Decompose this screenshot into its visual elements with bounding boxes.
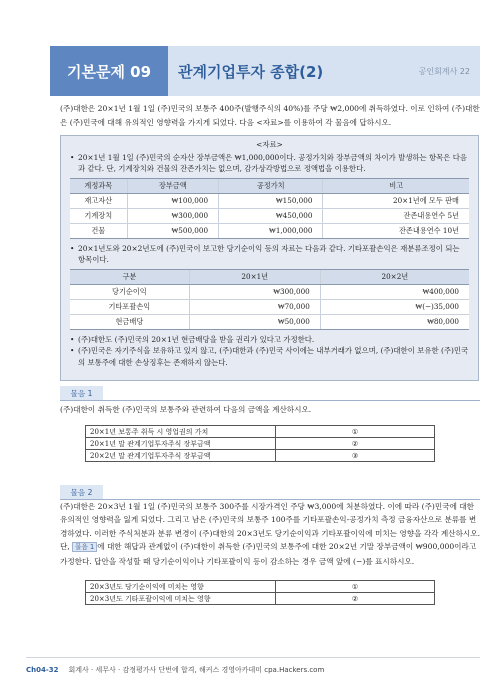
table-header: 구분 xyxy=(70,269,189,284)
question-1-text: (주)대한이 취득한 (주)민국의 보통주와 관련하여 다음의 금액을 계산하시오. xyxy=(60,405,312,414)
fair-value-table xyxy=(70,178,469,239)
table-header: 비고 xyxy=(323,178,469,193)
table-row xyxy=(86,593,435,605)
question-1-answer-table xyxy=(85,425,435,462)
table-cell: 20×2년 말 관계기업투자주식 장부금액 xyxy=(86,450,276,462)
answer-cell[interactable]: ③ xyxy=(276,450,435,462)
table-header: 공정가치 xyxy=(219,178,323,193)
table-header: 계정과목 xyxy=(70,178,127,193)
question-2-label: 물음 2 xyxy=(60,485,103,499)
question-1-label: 물음 1 xyxy=(60,386,103,400)
table-cell: 20×1년 보통주 취득 시 영업권의 가치 xyxy=(86,426,276,438)
table-cell: ₩50,000 xyxy=(189,314,320,329)
table-cell: ₩300,000 xyxy=(127,208,218,223)
table-row xyxy=(70,208,469,223)
table-cell: ₩300,000 xyxy=(189,284,320,299)
footer-divider xyxy=(26,657,480,658)
table-row xyxy=(70,314,469,329)
question-1-reference: 물음 1 xyxy=(72,542,97,552)
table-cell: 현금배당 xyxy=(70,314,189,329)
table-cell: ₩450,000 xyxy=(219,208,323,223)
answer-cell[interactable]: ① xyxy=(276,581,435,593)
question-2-text xyxy=(60,500,480,568)
table-row xyxy=(86,426,435,438)
page-number: Ch04-32 xyxy=(26,666,59,674)
table-row xyxy=(70,299,469,314)
data-bullet-2: • 20×1년도와 20×2년도에 (주)민국이 보고한 당기순이익 등의 자료는 다음과 같다. 기타포괄손익은 재분류조정이 되는 항목이다. xyxy=(70,243,469,266)
chapter-header xyxy=(0,46,500,96)
table-cell: 당기순이익 xyxy=(70,284,189,299)
table-cell: 건물 xyxy=(70,223,127,238)
table-cell: ₩1,000,000 xyxy=(219,223,323,238)
data-bullet-1: • 20×1년 1월 1일 (주)민국의 순자산 장부금액은 ₩1,000,000이다. 공정가치와 장부금액의 차이가 발생하는 항목은 다음과 같다. 단, 기계장치와 건물의 잔존가치는 없으며, 감가상각방법으로 정액법을 이용한다. xyxy=(70,152,469,175)
table-cell: 20×3년도 기타포괄이익에 미치는 영향 xyxy=(86,593,276,605)
page-footer xyxy=(26,665,486,675)
data-bullet-3: • (주)대한도 (주)민국의 20×1년 현금배당을 받을 권리가 있다고 가정한다. xyxy=(70,334,469,346)
table-header: 20×1년 xyxy=(189,269,320,284)
answer-cell[interactable]: ② xyxy=(276,438,435,450)
table-cell: 20×1년 말 관계기업투자주식 장부금액 xyxy=(86,438,276,450)
table-row xyxy=(70,223,469,238)
table-cell: 잔존내용연수 5년 xyxy=(323,208,469,223)
table-row xyxy=(70,284,469,299)
table-cell: ₩500,000 xyxy=(127,223,218,238)
answer-cell[interactable]: ① xyxy=(276,426,435,438)
table-cell: ₩70,000 xyxy=(189,299,320,314)
table-row xyxy=(86,450,435,462)
problem-title: 관계기업투자 종합(2) xyxy=(178,62,324,81)
data-bullet-4: • (주)민국은 자기주식을 보유하고 있지 않고, (주)대한과 (주)민국 사이에는 내부거래가 없으며, (주)대한이 보유한 (주)민국의 보통주에 대한 손상징후는 존재하지 않는다. xyxy=(70,345,469,368)
table-cell: ₩80,000 xyxy=(320,314,469,329)
income-table xyxy=(70,269,469,330)
table-cell: ₩(−)35,000 xyxy=(320,299,469,314)
table-row xyxy=(86,581,435,593)
data-box-title: <자료> xyxy=(256,140,283,149)
table-cell: ₩400,000 xyxy=(320,284,469,299)
question-2-text-b: 에 대한 해답과 관계없이 (주)대한이 취득한 (주)민국의 보통주에 대한 20×2년 기말 장부금액이 ₩900,000이라고 가정한다. 답안을 작성할 때 당기순이익이나 기타포괄이익 등이 감소하는 경우 금액 앞에 (−)를 표시하시오. xyxy=(60,542,477,566)
problem-tag: 기본문제 09 xyxy=(50,46,168,96)
table-cell: 20×3년도 당기순이익에 미치는 영향 xyxy=(86,581,276,593)
table-cell: 잔존내용연수 10년 xyxy=(323,223,469,238)
table-cell: ₩150,000 xyxy=(219,193,323,208)
table-header: 20×2년 xyxy=(320,269,469,284)
problem-source: 공인회계사 22 xyxy=(418,66,470,76)
table-cell: 20×1년에 모두 판매 xyxy=(323,193,469,208)
data-box xyxy=(60,135,479,381)
question-2-text-a: (주)대한은 20×3년 1월 1일 (주)민국의 보통주 300주를 시장가격인 주당 ₩3,000에 처분하였다. 이에 따라 (주)민국에 대한 유의적인 영향력을 잃게 되었다. 그리고 남은 (주)민국의 보통주 100주를 기타포괄손익-공정가치 측정 금융자산으로 분류를 변경하였다. 이러한 주식처분과 분류 변경이 (주)대한의 20×3년도 당기순이익과 기타포괄이익에 미치는 영향을 각각 계산하시오. 단, xyxy=(60,502,481,552)
footer-text: 회계사 · 세무사 · 감정평가사 단번에 합격, 해커스 경영아카데미 cpa.Hackers.com xyxy=(68,666,325,674)
table-cell: ₩100,000 xyxy=(127,193,218,208)
table-row xyxy=(86,438,435,450)
table-header: 장부금액 xyxy=(127,178,218,193)
intro-text: (주)대한은 20×1년 1월 1일 (주)민국의 보통주 400주(발행주식의 40%)를 주당 ₩2,000에 취득하였다. 이로 인하여 (주)대한은 (주)민국에 대해 유의적인 영향력을 가지게 되었다. 다음 <자료>를 이용하여 각 물음에 답하시오. xyxy=(60,104,480,127)
question-2-answer-table xyxy=(85,580,435,605)
table-row xyxy=(70,193,469,208)
answer-cell[interactable]: ② xyxy=(276,593,435,605)
divider xyxy=(60,400,480,401)
table-cell: 재고자산 xyxy=(70,193,127,208)
table-cell: 기타포괄손익 xyxy=(70,299,189,314)
table-cell: 기계장치 xyxy=(70,208,127,223)
